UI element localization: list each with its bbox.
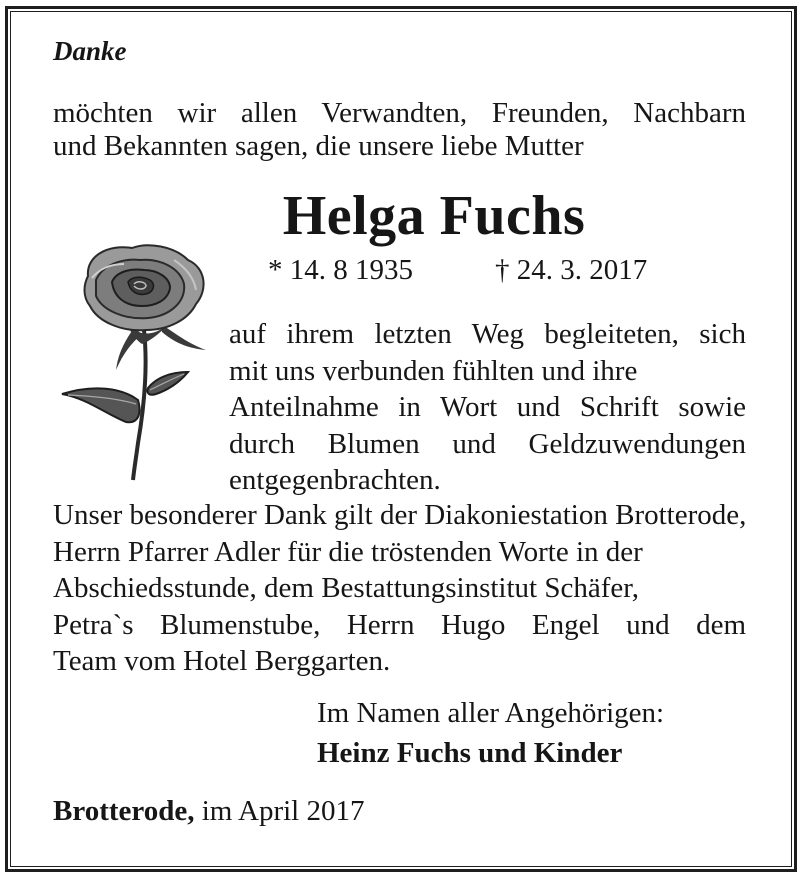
paragraph-2 xyxy=(53,497,746,680)
birth-date: * 14. 8 1935 xyxy=(268,254,413,286)
paragraph-1 xyxy=(229,316,746,499)
paragraph-line: Anteilnahme in Wort und Schrift sowie xyxy=(229,391,746,423)
closing-phrase: Im Namen aller Angehörigen: xyxy=(317,697,665,729)
date: im April 2017 xyxy=(201,795,365,827)
signers: Heinz Fuchs und Kinder xyxy=(317,737,623,769)
intro-line: und Bekannten sagen, die unsere liebe Mutter xyxy=(53,130,584,162)
paragraph-line: durch Blumen und Geldzuwendungen xyxy=(229,427,746,460)
rose-leaf xyxy=(62,388,140,422)
paragraph-line: Unser besonderer Dank gilt der Diakoniestation Brotterode, xyxy=(53,499,747,531)
paragraph-line: Team vom Hotel Berggarten. xyxy=(53,645,391,677)
paragraph-line: auf ihrem letzten Weg begleiteten, sich xyxy=(229,318,746,350)
intro-line: möchten wir allen Verwandten, Freunden, Nachbarn xyxy=(53,97,746,129)
paragraph-line: entgegenbrachten. xyxy=(229,464,441,496)
paragraph-line: Abschiedsstunde, dem Bestattungsinstitut Schäfer, xyxy=(53,572,640,604)
paragraph-line: mit uns verbunden fühlten und ihre xyxy=(229,354,638,387)
notice-heading: Danke xyxy=(53,36,127,66)
rose-icon xyxy=(56,238,216,483)
paragraph-line: Petra`s Blumenstube, Herrn Hugo Engel und dem xyxy=(53,608,746,641)
paragraph-line: Herrn Pfarrer Adler für die tröstenden Worte in der xyxy=(53,535,643,568)
deceased-name: Helga Fuchs xyxy=(282,185,586,247)
place-date-line xyxy=(53,795,364,828)
death-date: † 24. 3. 2017 xyxy=(495,254,648,286)
rose-sepal xyxy=(116,328,142,370)
place: Brotterode, xyxy=(53,795,195,827)
intro-text xyxy=(53,97,746,163)
